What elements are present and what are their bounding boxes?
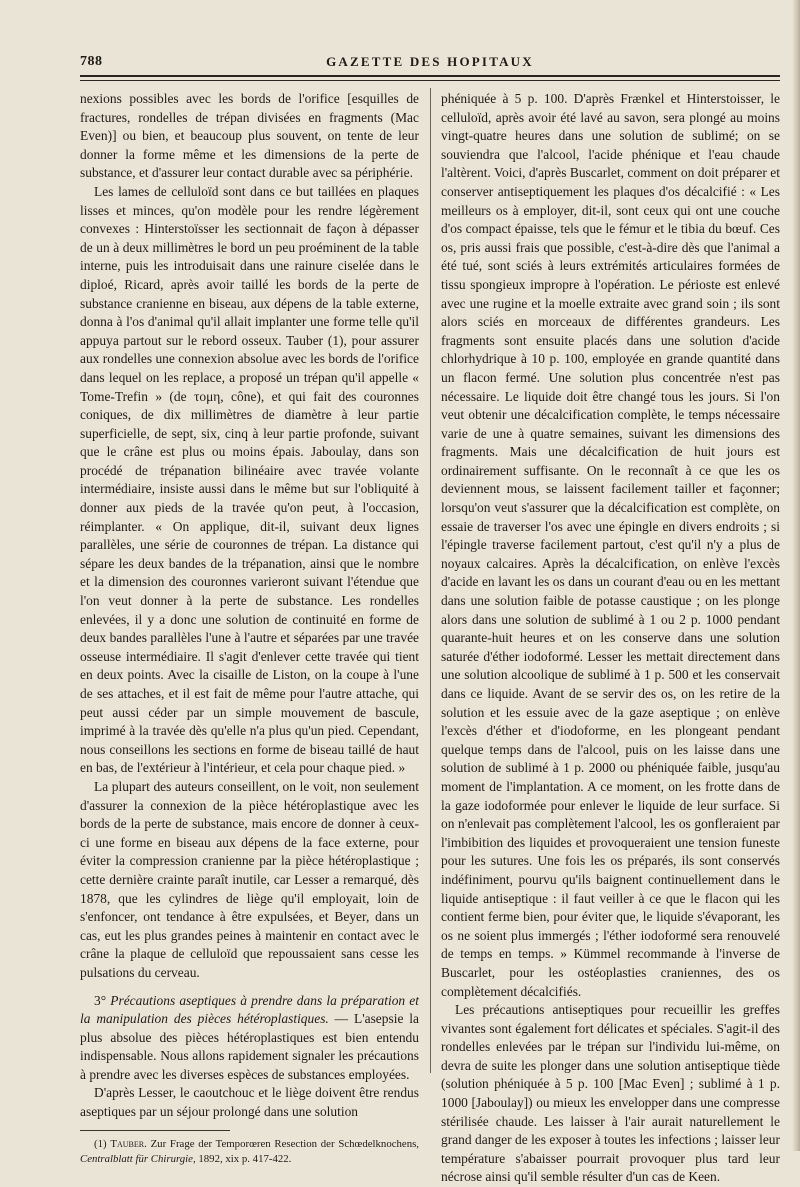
paragraph: Les lames de celluloïd sont dans ce but taillées en plaques lisses et minces, qu'on modèle pour les rendre légèrement convexes : Hinterstoïsser les sectionnait de façon à dépasser de un à deux millimètres le bord un peu proéminent de la table interne, puis les introduisait dans une rainure ciselée dans le diploé, Ricard, après avoir taillé les bords de la perte de substance cranienne en biseau, aux dépens de la table externe, donna à l'os d'animal qu'il allait implanter une forme telle qu'il appuya partout sur le rebord osseux. Tauber (1), pour assurer aux rondelles une connexion absolue avec les bords de l'orifice dans lequel on les replace, a proposé un trépan qu'il appelle « Tome-Trefin » (de τομη, cône), et qui fait des couronnes coniques, de dix millimètres de diamètre à leur partie superficielle, de sept, six, cinq à leur partie profonde, suivant que le crâne est plus ou moins épais. Jaboulay, dans son procédé de trépanation bilinéaire avec travée volante intermédiaire, insiste aussi dans le même but sur l'obliquité à donner aux pieds de la travée qu'on peut, à l'occasion, réimplanter. « On applique, dit-il, suivant deux lignes parallèles, une série de couronnes de trépan. La distance qui sépare les deux bandes de la trépanation, ainsi que le nombre et la dimension des couronnes varieront suivant l'étendue que l'on veut donner à la perte de substance. Les rondelles enlevées, il y a donc une solution de continuité en forme de deux bandes parallèles l'une à l'autre et séparées par une travée osseuse intermédiaire. Il s'agit d'enlever cette travée qui tient en deux points. Avec la cisaille de Liston, on la coupe à l'une de ses attaches, et il est fait de même pour l'autre attache, qui peut aussi céder par un simple mouvement de bascule, imprimé à la travée dès qu'elle n'a plus qu'un pied. Cependant, nous conseillons les sections en forme de biseau taillé de haut en bas, de l'extérieur à l'intérieur, et cela pour chaque pied. » (80, 183, 419, 776)
paragraph: Les précautions antiseptiques pour recueillir les greffes vivantes sont également fort délicates et spéciales. S'agit-il des rondelles enlevées par le trépan sur l'individu lui-même, on devra de suite les plonger dans une solution antiseptique tiède (solution phéniquée à 5 p. 100 [Mac Even] ; sublimé à 1 p. 1000 [Jaboulay]) ou mieux les envelopper dans une compresse stérilisée chaude. Les laisser à l'air aurait naturellement le grand danger de les exposer à toutes les infections ; laisser leur température s'abaisser pourrait provoquer plus tard leur nécrose ainsi qu'il semble résulter d'un cas de Keen. (441, 1002, 780, 1185)
footnote-marker: (1) (94, 1137, 107, 1150)
header-rule-thin (80, 80, 780, 81)
right-column (441, 90, 780, 1187)
section-text: — L'asepsie la plus absolue des pièces hétéroplastiques est bien entendu indispensable. Nous allons rapidement signaler les précautions à prendre avec les diverses espèces de substances employées. (80, 1011, 419, 1082)
journal-title: GAZETTE DES HOPITAUX (326, 54, 534, 69)
page-header (80, 54, 780, 72)
section-heading-paragraph (80, 992, 419, 1085)
footnote (80, 1137, 419, 1167)
section-number: 3° (94, 992, 107, 1008)
header-rule-thick (80, 75, 780, 77)
paragraph: phéniquée à 5 p. 100. D'après Frænkel et Hinterstoisser, le celluloïd, après avoir été lavé au savon, sera plongé au moins vingt-quatre heures dans une solution de sublimé; on se souviendra que l'alcool, l'acide phénique et l'eau chaude l'altèrent. Voici, d'après Buscarlet, comment on doit préparer et conserver antiseptiquement les plaques d'os décalcifié : « Les meilleurs os à employer, dit-il, sont ceux qui ont une couche d'os compact épaisse, tels que le fémur et le tibia du bœuf. Ces os, pris aussi frais que possible, c'est-à-dire dès que l'animal a été tué, sont sciés à leurs extrémités articulaires formées de tissu spongieux impropre à l'opération. Le périoste est enlevé avec une rugine et la moelle extraite avec grand soin ; ils sont alors sciés en morceaux de différentes grandeurs. Les fragments sont ensuite placés dans une solution d'acide chlorhydrique à 10 p. 100, employée en grande quantité dans un flacon fermé. Une solution plus concentrée n'est pas nécessaire. Le liquide doit être changé tous les jours. Si l'on veut obtenir une décalcification complète, le temps nécessaire varie de une à quatre semaines, suivant les dimensions des fragments. Mais une décalcification de huit jours est ordinairement suffisante. On le reconnaît à ce que les os deviennent mous, se laissent facilement tailler et façonner; lorsqu'on veut s'assurer que la décalcification est complète, on essaie de traverser l'os avec une épingle en divers endroits ; si l'épingle traverse facilement partout, c'est qu'il n'y a plus de noyaux calcaires. Après la décalcification, on enlève l'excès d'acide en lavant les os dans un courant d'eau ou en les mettant dans une solution faible de potasse caustique ; on les plonge alors dans une solution de sublimé à 1 ou 2 p. 1000 pendant quarante-huit heures et on les conserve dans une solution saturée d'éther iodoformé. Lesser les mettait directement dans une solution alcoolique de sublimé à 1 p. 500 et les conservait dans ce liquide. Avant de se servir des os, on les retire de la solution et les essuie avec de la gaze aseptique ; on enlève l'excès d'éther et d'iodoforme, en les plongeant pendant quelque temps dans de l'alcool, puis on les laisse dans une solution de sublimé à 1 p. 2000 ou phéniquée faible, jusqu'au moment de l'implantation. A ce moment, on les frotte dans de la gaze iodoformée pour enlever le liquide de leur surface. Si on n'enlevait pas complètement l'alcool, les os gonfleraient par l'imbibition des liquides et provoqueraient une tension funeste pour les sutures. Une fois les os préparés, ils sont conservés indéfiniment, pourvu qu'ils baignent continuellement dans le liquide antiseptique : il faut veiller à ce que le flacon qui les contient ferme bien, pour éviter que, le liquide s'évaporant, les os ne soient plus immergés ; l'éther iodoformé sera renouvelé de temps en temps. » Kümmel recommande à l'inverse de Buscarlet, pour les ostéoplasties craniennes, des os complètement décalcifiés. (441, 91, 780, 999)
section-heading: Précautions aseptiques à prendre dans la préparation et la manipulation des pièces hétéroplastiques. (80, 992, 419, 1027)
left-column (80, 90, 419, 1167)
footnote-author: Tauber. (110, 1137, 147, 1150)
paragraph: nexions possibles avec les bords de l'orifice [esquilles de fractures, rondelles de trépan divisées en fragments (Mac Even)] ou bien, et beaucoup plus souvent, on tente de leur donner la forme même et les dimensions de la perte de substance, et d'assurer leur contact durable avec sa périphérie. (80, 91, 419, 181)
column-divider (430, 88, 431, 1073)
footnote-journal: Centralblatt für Chirurgie (80, 1152, 193, 1165)
paragraph: D'après Lesser, le caoutchouc et le liège doivent être rendus aseptiques par un séjour prolongé dans une solution (80, 1085, 419, 1120)
footnote-rule (80, 1130, 230, 1131)
paragraph: La plupart des auteurs conseillent, on le voit, non seulement d'assurer la connexion de la pièce hétéroplastique avec les bords de la perte de substance, mais encore de donner à ceux-ci une forme en biseau aux dépens de la face externe, pour éviter la compression cranienne par la pièce hétéroplastique ; cette dernière crainte paraît inutile, car Lesser a remarqué, dès 1878, que les cylindres de liège qu'il employait, loin de s'enfoncer, ont tendance à être expulsées, et Beyer, dans un cas, eut les plus grandes peines à maintenir en contact avec le crâne la plaque de celluloïd que repoussaient sans cesse les pulsations du cerveau. (80, 778, 419, 980)
footnote-text: Zur Frage der Temporœren Resection der Schœdelknochens, (146, 1137, 420, 1150)
page-edge (792, 0, 800, 1151)
page-number: 788 (80, 54, 103, 69)
footnote-citation: , 1892, xix p. 417-422. (192, 1152, 292, 1165)
